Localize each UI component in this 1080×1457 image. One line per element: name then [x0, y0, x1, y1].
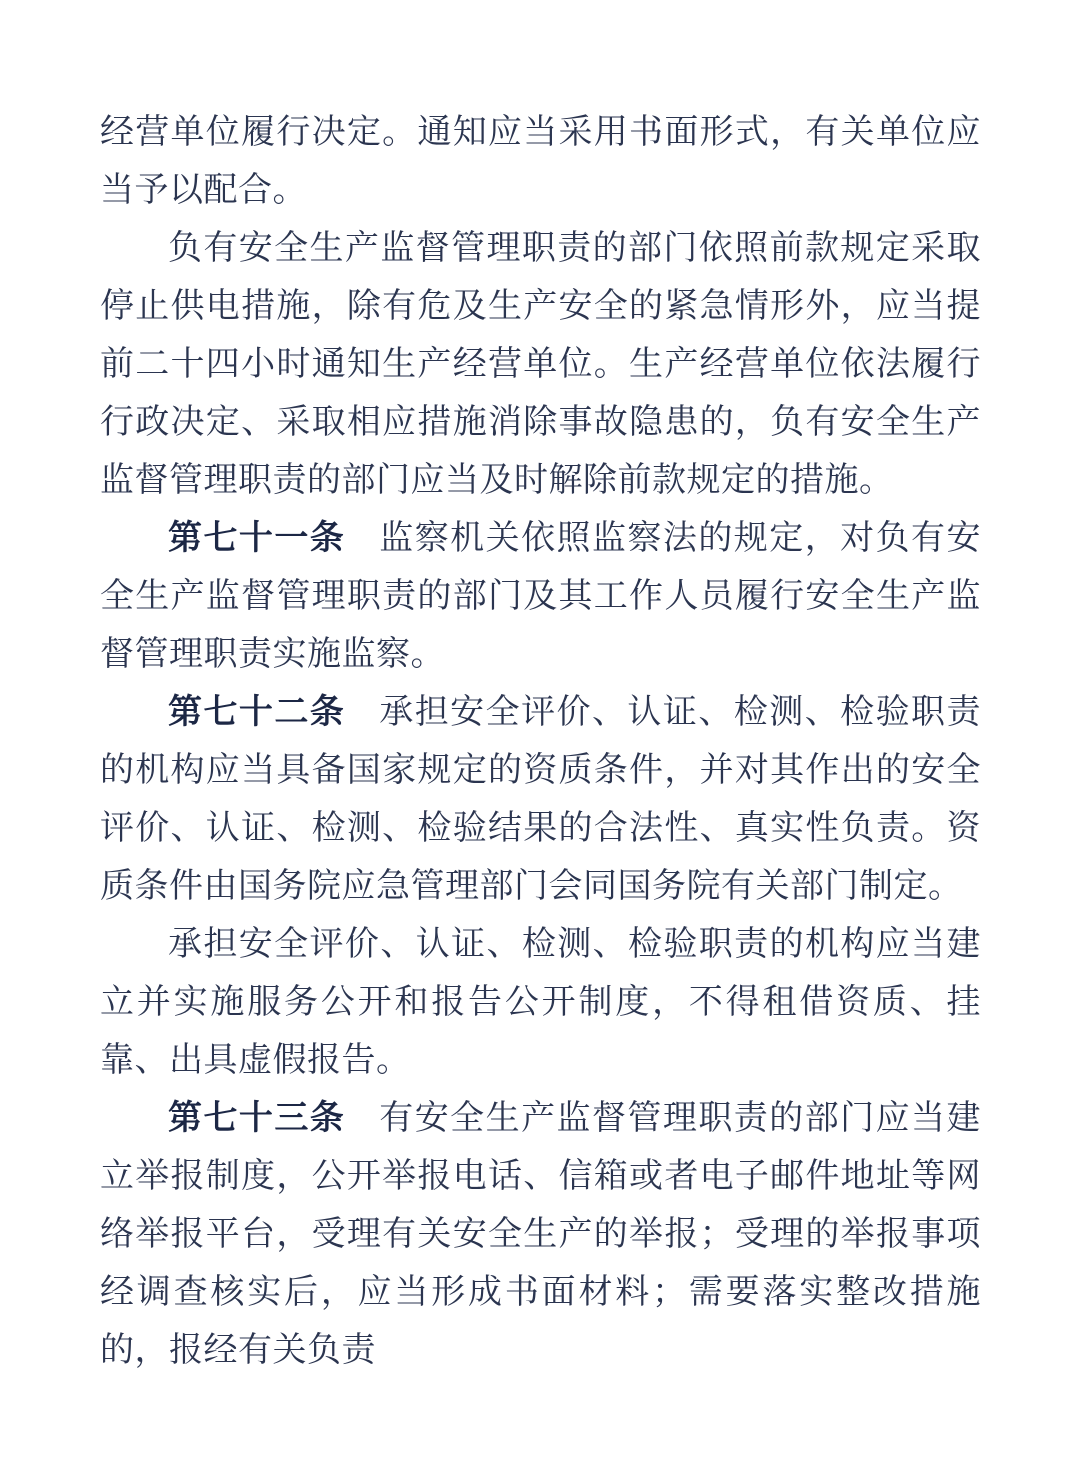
paragraph — [100, 1090, 981, 1380]
document-text-block — [100, 104, 981, 1380]
article-number: 第七十一条 — [168, 520, 346, 557]
paragraph-text: 承担安全评价、认证、检测、检验职责的机构应当具备国家规定的资质条件，并对其作出的安全评价、认证、检测、检验结果的合法性、真实性负责。资质条件由国务院应急管理部门会同国务院有关部门制定。 — [100, 694, 982, 905]
paragraph-text: 承担安全评价、认证、检测、检验职责的机构应当建立并实施服务公开和报告公开制度，不得租借资质、挂靠、出具虚假报告。 — [100, 926, 981, 1079]
paragraph-text: 负有安全生产监督管理职责的部门依照前款规定采取停止供电措施，除有危及生产安全的紧急情形外，应当提前二十四小时通知生产经营单位。生产经营单位依法履行行政决定、采取相应措施消除事故隐患的，负有安全生产监督管理职责的部门应当及时解除前款规定的措施。 — [100, 230, 981, 499]
paragraph — [100, 104, 981, 220]
paragraph-text: 监察机关依照监察法的规定，对负有安全生产监督管理职责的部门及其工作人员履行安全生产监督管理职责实施监察。 — [100, 520, 982, 673]
paragraph — [100, 684, 981, 916]
paragraph-text: 有安全生产监督管理职责的部门应当建立举报制度，公开举报电话、信箱或者电子邮件地址等网络举报平台，受理有关安全生产的举报；受理的举报事项经调查核实后，应当形成书面材料；需要落实整改措施的，报经有关负责 — [100, 1100, 982, 1369]
article-number: 第七十二条 — [168, 694, 346, 731]
paragraph-text: 经营单位履行决定。通知应当采用书面形式，有关单位应当予以配合。 — [100, 114, 981, 209]
paragraph — [100, 510, 981, 684]
paragraph — [100, 916, 981, 1090]
article-number: 第七十三条 — [168, 1100, 346, 1137]
paragraph — [100, 220, 981, 510]
